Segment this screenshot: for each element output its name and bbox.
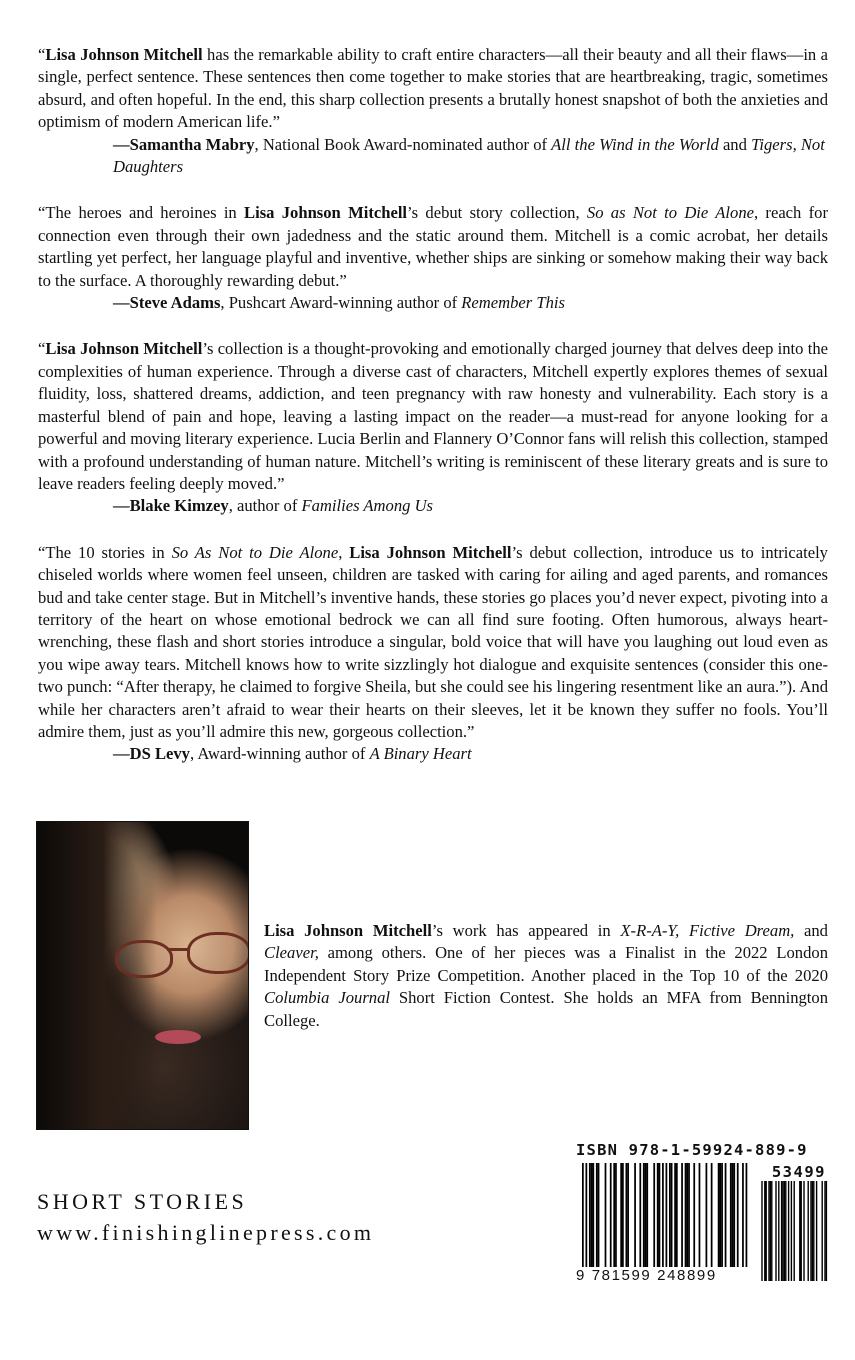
addon-bar xyxy=(826,1181,827,1281)
italic-run: So As Not to Die Alone xyxy=(171,542,339,562)
italic-run: Cleaver, xyxy=(264,943,319,963)
addon-bar xyxy=(770,1181,771,1281)
italic-run: All the Wind in the World xyxy=(551,134,719,154)
ean-bar xyxy=(688,1163,690,1267)
ean-bar xyxy=(613,1163,615,1267)
ean-bar xyxy=(674,1163,676,1267)
addon-bar xyxy=(810,1181,811,1281)
ean-bar xyxy=(657,1163,659,1267)
addon-bar xyxy=(782,1181,783,1281)
ean-bar xyxy=(721,1163,723,1267)
italic-run: Remember This xyxy=(461,293,565,313)
blurb-ds-levy xyxy=(38,542,828,766)
ean-bar xyxy=(645,1163,647,1267)
text-run: has the remarkable ability to craft entire characters—all their beauty and all their flaws—in a single, perfect sentence. These sentences then come together to make stories that are heartbreaking, tragic, sometimes absurd, and often hopeful. In the end, this sharp collection presents a brutally honest snapshot of both the anxieties and optimism of modern American life.” xyxy=(38,45,828,132)
addon-bar xyxy=(813,1181,814,1281)
ean-bar xyxy=(732,1163,734,1267)
text-run: , Pushcart Award-winning author of xyxy=(220,293,462,313)
italic-run: Families Among Us xyxy=(301,496,434,516)
bold-run: Lisa Johnson Mitchell xyxy=(244,203,408,223)
ean-bar xyxy=(643,1163,645,1267)
ean-bar xyxy=(742,1163,744,1281)
author-photo xyxy=(36,821,249,1130)
ean-digits: 9 781599 248899 xyxy=(576,1267,756,1284)
text-run: “The 10 stories in xyxy=(38,542,172,562)
ean-bar xyxy=(592,1163,594,1267)
ean-bar xyxy=(671,1163,673,1267)
blurb-attribution xyxy=(113,134,828,179)
photo-lips xyxy=(155,1030,201,1044)
ean-bar xyxy=(725,1163,727,1267)
text-run: “ xyxy=(38,339,46,359)
photo-glasses-left-lens xyxy=(115,940,173,978)
isbn-barcode xyxy=(576,1141,828,1284)
blurb-samantha-mabry xyxy=(38,44,828,178)
addon-bar xyxy=(816,1181,817,1281)
addon-bar xyxy=(808,1181,809,1281)
blurb-quote xyxy=(38,542,828,744)
ean-bar xyxy=(591,1163,593,1267)
addon-bar xyxy=(761,1181,762,1281)
ean-bar xyxy=(639,1163,641,1267)
text-run: and xyxy=(794,921,828,940)
text-run: ’s debut story collection, xyxy=(407,203,587,223)
bold-run: —Steve Adams xyxy=(113,293,221,313)
ean-bar xyxy=(686,1163,688,1267)
ean-bar xyxy=(666,1163,668,1281)
ean-bar xyxy=(634,1163,636,1267)
addon-bar xyxy=(801,1181,802,1281)
text-run: and xyxy=(718,134,752,154)
text-run: , Award-winning author of xyxy=(189,744,370,764)
text-run: , xyxy=(338,542,350,562)
ean-bar xyxy=(733,1163,735,1267)
ean-bar xyxy=(662,1163,664,1281)
text-run: , National Book Award-nominated author of xyxy=(254,134,552,154)
ean-bar xyxy=(693,1163,695,1267)
ean-bar xyxy=(620,1163,622,1267)
addon-bar xyxy=(784,1181,785,1281)
text-run: among others. One of her pieces was a Finalist in the 2022 London Independent Story Prize Competition. Another placed in the Top 10 of the 2020 xyxy=(264,943,828,985)
ean-bar xyxy=(719,1163,721,1267)
barcode-bars xyxy=(576,1163,828,1283)
italic-run: A Binary Heart xyxy=(369,744,472,764)
ean-bar xyxy=(605,1163,607,1267)
blurb-quote xyxy=(38,44,828,134)
italic-run: Columbia Journal xyxy=(264,988,390,1008)
ean-bar xyxy=(706,1163,708,1267)
ean-bar xyxy=(711,1163,713,1267)
addon-bar xyxy=(768,1181,769,1281)
text-run: ’s debut collection, introduce us to intricately chiseled worlds where women feel unseen, children are tasked with caring for ailing and aged parents, and romances bud and take center stage. But in Mitchell’s inventive hands, these stories go places you’d never expect, pivoting into a territory of the heart on whose emotional bedrock we can all find sure footing. Often humorous, always heart-wrenching, these flash and short stories introduce a singular, bold voice that will have you laughing out loud even as you wipe away tears. Mitchell knows how to write sizzlingly hot dialogue and exquisite sentences (consider this one-two punch: “After therapy, he claimed to forgive Sheila, but she could see his lingering resentment like an aura.”). And while her characters aren’t afraid to wear their hearts on their sleeves, let it be known they suffer no fools. You’ll admire them, just as you’ll admire this new, gorgeous collection.” xyxy=(38,542,828,741)
ean-bar xyxy=(622,1163,624,1267)
genre-label: SHORT STORIES xyxy=(37,1189,248,1214)
blurb-steve-adams xyxy=(38,202,828,314)
photo-glasses-bridge xyxy=(167,948,189,951)
text-run: ’s work has appeared in xyxy=(431,921,621,940)
ean-bar xyxy=(699,1163,701,1267)
ean-bar xyxy=(685,1163,687,1267)
addon-bar xyxy=(766,1181,767,1281)
bold-run: —Samantha Mabry xyxy=(113,134,255,154)
addon-bar xyxy=(788,1181,789,1281)
addon-bar xyxy=(794,1181,795,1281)
text-run: , author of xyxy=(228,496,302,516)
bold-run: Lisa Johnson Mitchell xyxy=(45,339,203,359)
addon-bar xyxy=(764,1181,765,1281)
isbn-label: ISBN 978-1-59924-889-9 xyxy=(576,1141,808,1159)
author-bio xyxy=(264,920,828,1032)
italic-run: So as Not to Die Alone xyxy=(586,203,754,223)
ean-bar xyxy=(610,1163,612,1267)
text-run: , reach for connection even through their own jadedness and the static around them. Mitchell is a comic acrobat, her details startling yet perfect, her language playful and inventive, whether ships are sinking or somehow making their way back to the surface. A thoroughly rewarding debut.” xyxy=(38,203,828,290)
text-run: “ xyxy=(38,45,46,64)
addon-bar xyxy=(775,1181,776,1281)
ean-bar xyxy=(598,1163,600,1267)
text-run: “The heroes and heroines in xyxy=(38,203,245,223)
ean-bar xyxy=(676,1163,678,1267)
endorsements xyxy=(38,44,828,790)
addon-bar xyxy=(778,1181,779,1281)
addon-bar xyxy=(822,1181,823,1281)
text-run: ’s collection is a thought-provoking and emotionally charged journey that delves deep into the complexities of human experience. Through a diverse cast of characters, Mitchell expertly explores themes of sexual fluidity, loss, shattered dreams, addiction, and teen pregnancy with raw honesty and vulnerability. Each story is a masterful blend of pain and hope, leaving a lasting impact on the reader—a must-read for anyone looking for a powerful and moving literary experience. Lucia Berlin and Flannery O’Connor fans will relish this collection, stamped with a profound understanding of human nature. Mitchell’s writing is reminiscent of these literary greats and is sure to leave readers feeling deeply moved.” xyxy=(38,339,828,493)
bold-run: Lisa Johnson Mitchell xyxy=(45,45,203,64)
ean-bar xyxy=(681,1163,683,1267)
ean-bar xyxy=(582,1163,584,1281)
ean-bar xyxy=(718,1163,720,1267)
blurb-blake-kimzey xyxy=(38,338,828,517)
photo-glasses-right-lens xyxy=(187,932,249,974)
ean-bar xyxy=(659,1163,661,1267)
blurb-quote xyxy=(38,202,828,292)
publisher-website: www.finishinglinepress.com xyxy=(37,1220,375,1245)
italic-run: Tigers, Not Daughters xyxy=(113,134,825,177)
ean-bar xyxy=(746,1163,748,1281)
ean-bar xyxy=(653,1163,655,1267)
ean-bar xyxy=(730,1163,732,1267)
ean-bar xyxy=(646,1163,648,1267)
ean-bar xyxy=(627,1163,629,1267)
bold-run: —Blake Kimzey xyxy=(113,496,229,516)
blurb-attribution xyxy=(113,495,828,517)
blurb-attribution xyxy=(113,743,828,765)
addon-bar xyxy=(771,1181,772,1281)
price-code: 53499 xyxy=(771,1163,826,1181)
italic-run: X-R-A-Y, Fictive Dream, xyxy=(620,921,795,940)
text-run: Short Fiction Contest. She holds an MFA from Bennington College. xyxy=(264,988,829,1030)
addon-bar xyxy=(791,1181,792,1281)
bold-run: Lisa Johnson Mitchell xyxy=(264,921,432,940)
addon-bar xyxy=(785,1181,786,1281)
addon-bar xyxy=(824,1181,825,1281)
ean-bar xyxy=(585,1163,587,1281)
addon-bar xyxy=(781,1181,782,1281)
bold-run: Lisa Johnson Mitchell xyxy=(349,542,512,562)
ean-bar xyxy=(669,1163,671,1267)
ean-bar xyxy=(615,1163,617,1267)
addon-bar xyxy=(803,1181,804,1281)
ean-bar xyxy=(737,1163,739,1267)
blurb-quote xyxy=(38,338,828,495)
addon-bar xyxy=(812,1181,813,1281)
ean-bar xyxy=(589,1163,591,1267)
ean-bar xyxy=(596,1163,598,1267)
ean-bar xyxy=(626,1163,628,1267)
blurb-attribution xyxy=(113,292,828,314)
bold-run: —DS Levy xyxy=(113,744,190,764)
addon-bar xyxy=(799,1181,800,1281)
